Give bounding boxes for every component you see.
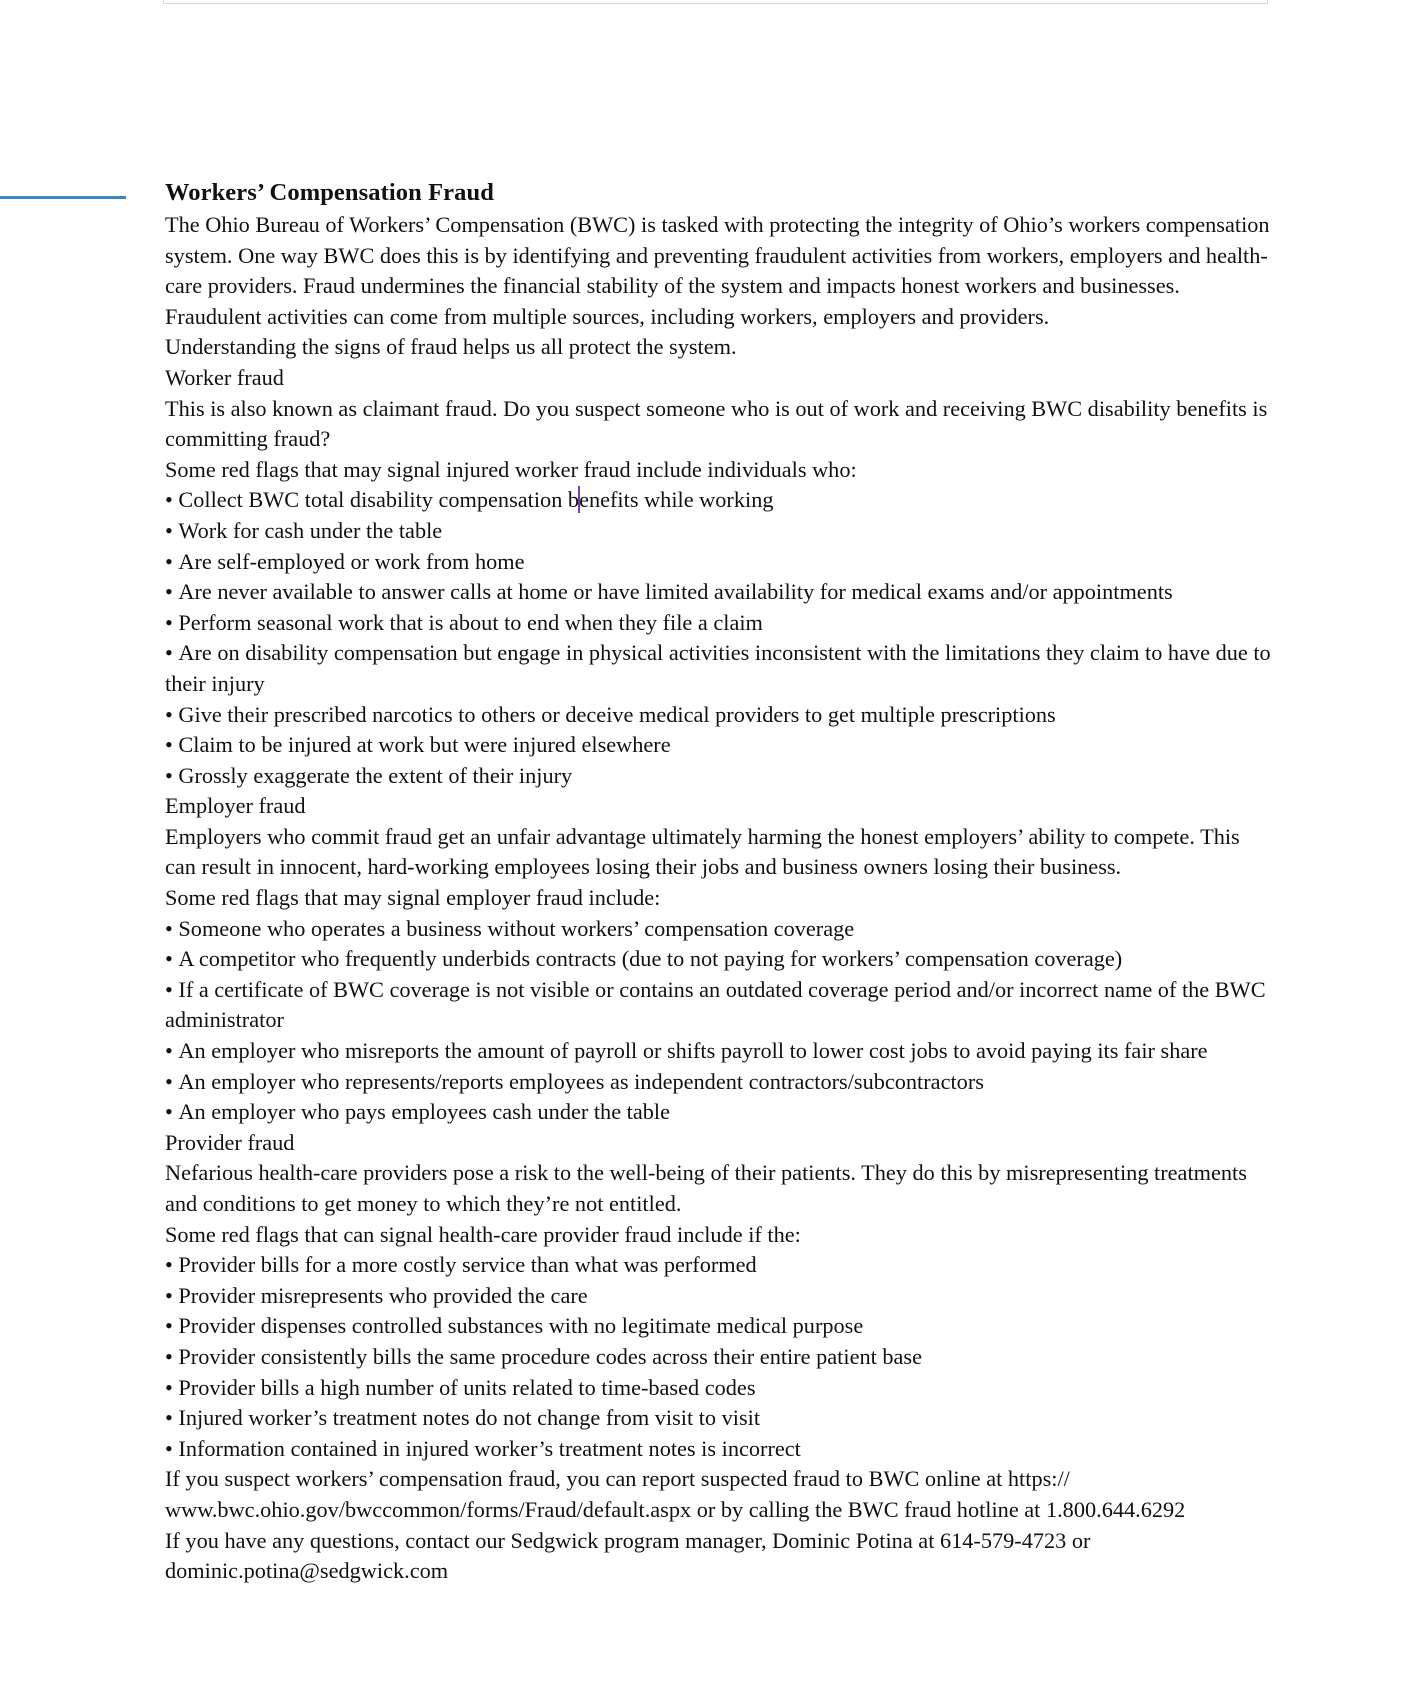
worker-fraud-description: This is also known as claimant fraud. Do you suspect someone who is out of work and receiving BWC disability benefits is committing fraud?: [165, 395, 1268, 452]
employer-bullet-item: • A competitor who frequently underbids contracts (due to not paying for workers’ compensation coverage): [165, 944, 1275, 975]
worker-bullet-item: • Are on disability compensation but engage in physical activities inconsistent with the limitations they claim to have due to their injury: [165, 638, 1275, 699]
provider-bullet-item: • Provider misrepresents who provided the care: [165, 1281, 1275, 1312]
understanding-paragraph: Understanding the signs of fraud helps us all protect the system.: [165, 334, 737, 360]
worker-bullet-item: • Work for cash under the table: [165, 516, 1275, 547]
worker-bullet-item: • Grossly exaggerate the extent of their injury: [165, 761, 1275, 792]
provider-fraud-description: Nefarious health-care providers pose a risk to the well-being of their patients. They do this by misrepresenting treatments and conditions to get money to which they’re not entitled.: [165, 1160, 1247, 1216]
worker-bullet-item: • Are self-employed or work from home: [165, 547, 1275, 578]
worker-bullet-text-end: enefits while working: [579, 487, 774, 513]
contact-line: If you have any questions, contact our Sedgwick program manager, Dominic Potina at 614-579-4723 or: [165, 1527, 1091, 1553]
provider-bullet-item: • Provider bills a high number of units related to time-based codes: [165, 1373, 1275, 1404]
worker-bullet-text-start: Collect BWC total disability compensation b: [178, 487, 580, 513]
employer-fraud-heading: Employer fraud: [165, 793, 306, 819]
provider-fraud-lead: Some red flags that can signal health-care provider fraud include if the:: [165, 1221, 801, 1247]
employer-bullet-item: • An employer who misreports the amount of payroll or shifts payroll to lower cost jobs to avoid paying its fair share: [165, 1036, 1275, 1067]
worker-fraud-lead: Some red flags that may signal injured worker fraud include individuals who:: [165, 456, 857, 482]
report-fraud-url-line: www.bwc.ohio.gov/bwccommon/forms/Fraud/default.aspx or by calling the BWC fraud hotline at 1.800.644.6292: [165, 1496, 1186, 1522]
report-fraud-line: If you suspect workers’ compensation fraud, you can report suspected fraud to BWC online at https://: [165, 1466, 1070, 1492]
document-body[interactable]: [165, 176, 1275, 1587]
provider-bullet-item: • Provider bills for a more costly service than what was performed: [165, 1250, 1275, 1281]
worker-bullet-item: [165, 485, 1275, 516]
employer-bullet-item: • An employer who pays employees cash under the table: [165, 1097, 1275, 1128]
worker-bullet-item: • Claim to be injured at work but were injured elsewhere: [165, 730, 1275, 761]
document-title: Workers’ Compensation Fraud: [165, 179, 494, 206]
worker-fraud-heading: Worker fraud: [165, 364, 284, 390]
worker-bullet-item: • Are never available to answer calls at home or have limited availability for medical exams and/or appointments: [165, 577, 1275, 608]
intro-paragraph: The Ohio Bureau of Workers’ Compensation (BWC) is tasked with protecting the integrity of Ohio’s workers compensation system. One way BWC does this is by identifying and preventing fraudulent activities from workers, employers and health-care providers. Fraud undermines the financial stability of the system and impacts honest workers and businesses.: [165, 212, 1270, 299]
provider-fraud-heading: Provider fraud: [165, 1129, 295, 1155]
sources-paragraph: Fraudulent activities can come from multiple sources, including workers, employers and providers.: [165, 303, 1050, 329]
provider-bullet-item: • Provider dispenses controlled substances with no legitimate medical purpose: [165, 1311, 1275, 1342]
provider-bullet-item: • Provider consistently bills the same procedure codes across their entire patient base: [165, 1342, 1275, 1373]
provider-bullet-item: • Information contained in injured worker’s treatment notes is incorrect: [165, 1434, 1275, 1465]
employer-bullet-item: • An employer who represents/reports employees as independent contractors/subcontractors: [165, 1067, 1275, 1098]
employer-bullet-item: • If a certificate of BWC coverage is not visible or contains an outdated coverage period and/or incorrect name of the BWC administrator: [165, 975, 1275, 1036]
worker-bullet-item: • Perform seasonal work that is about to end when they file a claim: [165, 608, 1275, 639]
contact-email-line: dominic.potina@sedgwick.com: [165, 1558, 449, 1584]
employer-fraud-lead: Some red flags that may signal employer fraud include:: [165, 885, 661, 911]
worker-bullet-item: • Give their prescribed narcotics to others or deceive medical providers to get multiple prescriptions: [165, 700, 1275, 731]
comment-marker[interactable]: [0, 196, 126, 199]
employer-bullet-item: • Someone who operates a business without workers’ compensation coverage: [165, 914, 1275, 945]
employer-fraud-description: Employers who commit fraud get an unfair advantage ultimately harming the honest employers’ ability to compete. This can result in innocent, hard-working employees losing their jobs and business owners losing their business.: [165, 823, 1240, 880]
provider-bullet-item: • Injured worker’s treatment notes do not change from visit to visit: [165, 1403, 1275, 1434]
previous-page-box: [163, 0, 1268, 4]
